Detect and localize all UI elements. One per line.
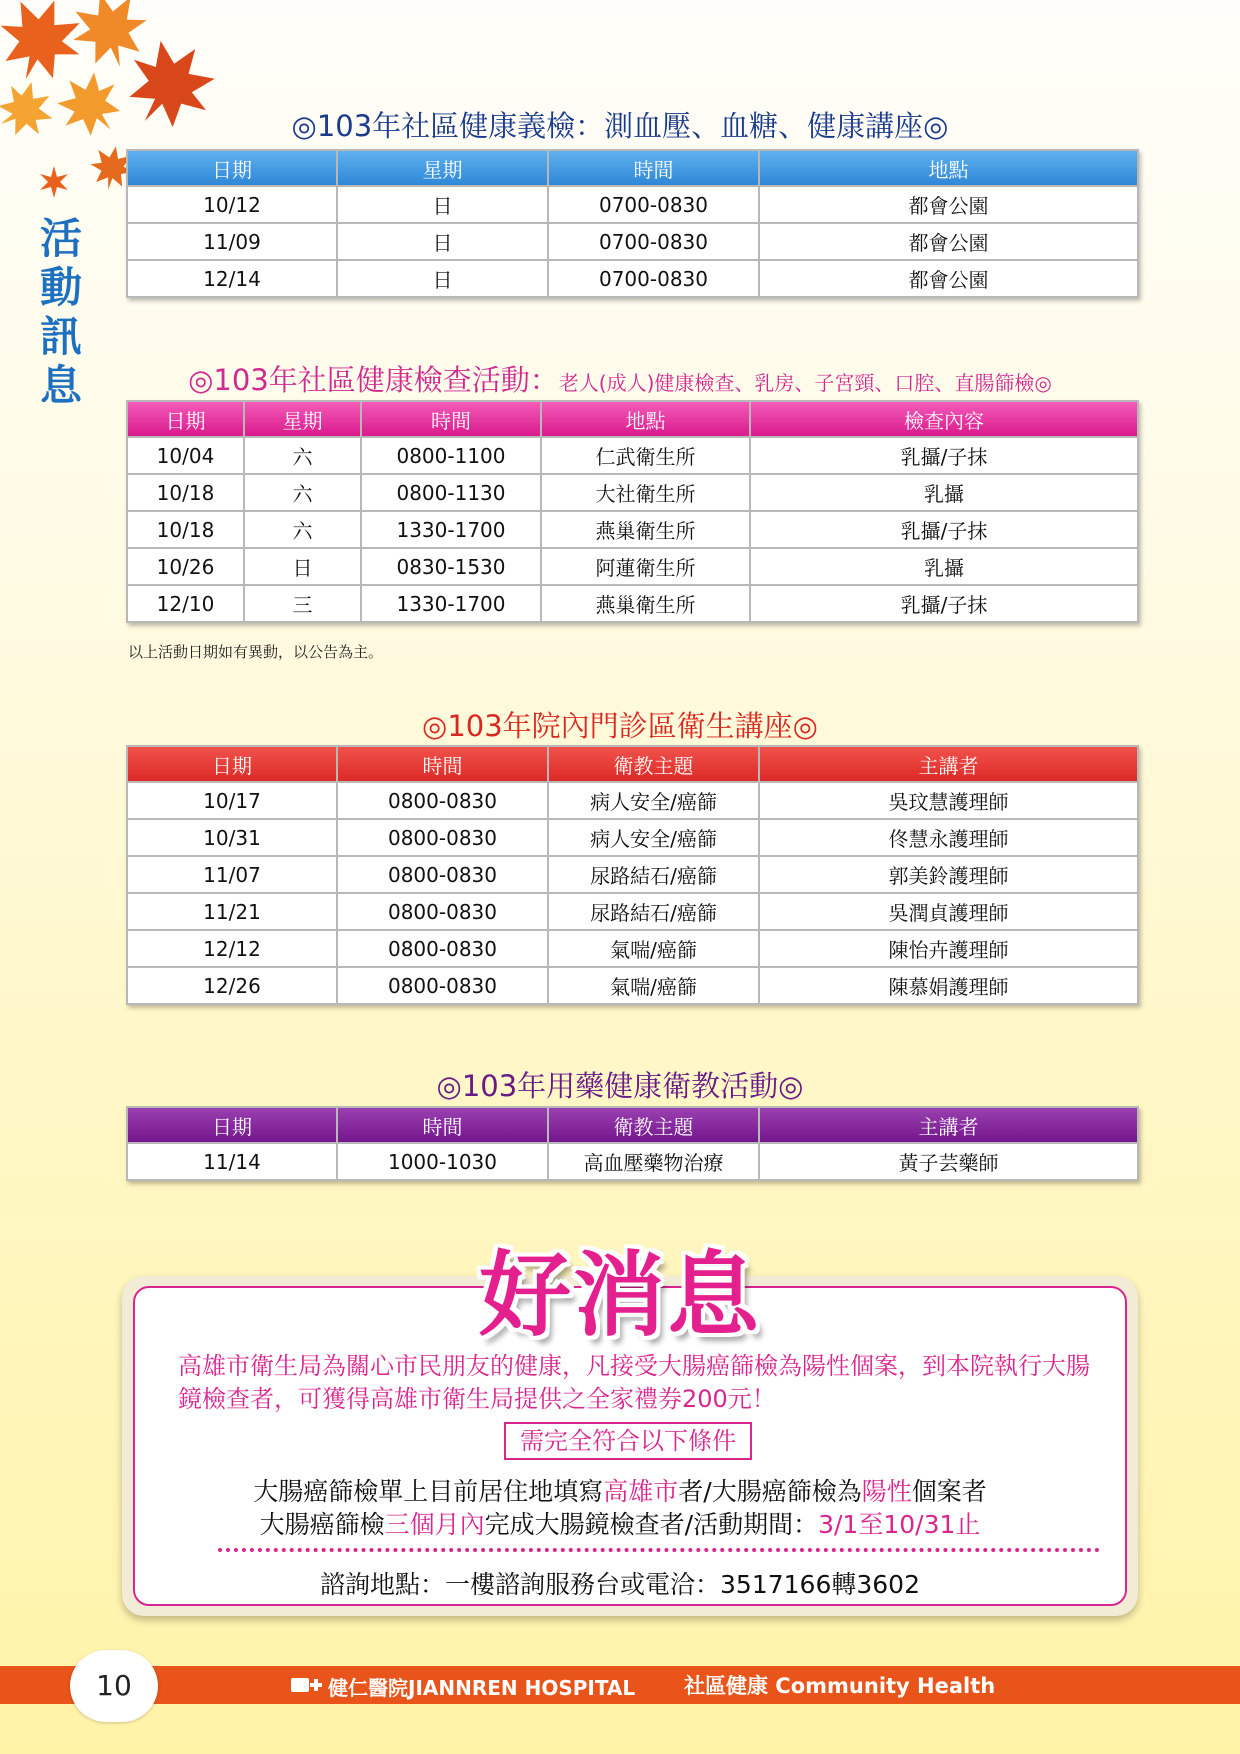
- cell-date: 12/12: [128, 931, 336, 966]
- footer-section-name: 社區健康 Community Health: [684, 1674, 996, 1698]
- cell-weekday: 日: [338, 261, 547, 296]
- table-row: [128, 894, 1137, 929]
- cell-location: 阿蓮衛生所: [542, 549, 749, 584]
- cell-content: 乳攝: [751, 475, 1137, 510]
- table-row: [128, 224, 1137, 259]
- cell-date: 10/04: [128, 438, 243, 473]
- header-cell: 星期: [338, 151, 547, 185]
- table-row: [128, 586, 1137, 621]
- hospital-logo-icon: [290, 1674, 324, 1696]
- cell-speaker: 黃子芸藥師: [760, 1144, 1137, 1179]
- condition-line-1: 大腸癌篩檢單上目前居住地填寫高雄市者/大腸癌篩檢為陽性個案者: [253, 1477, 987, 1506]
- section-title-screening: [0, 358, 1240, 399]
- cell-date: 10/31: [128, 820, 336, 855]
- cell-location: 大社衛生所: [542, 475, 749, 510]
- cell-date: 11/21: [128, 894, 336, 929]
- cell-location: 燕巢衛生所: [542, 586, 749, 621]
- cell-content: 乳攝: [751, 549, 1137, 584]
- cell-date: 12/14: [128, 261, 336, 296]
- section-title-medication: ◎103年用藥健康衛教活動◎: [436, 1069, 804, 1103]
- cell-date: 12/10: [128, 586, 243, 621]
- cell-topic: 高血壓藥物治療: [549, 1144, 758, 1179]
- cell-speaker: 吳玟慧護理師: [760, 783, 1137, 818]
- cell-speaker: 吳潤貞護理師: [760, 894, 1137, 929]
- table-header-row: [128, 747, 1137, 781]
- cell-topic: 氣喘/癌篩: [549, 968, 758, 1003]
- table-row: [128, 512, 1137, 547]
- cell-date: 10/12: [128, 187, 336, 222]
- good-news-title: 好消息: [478, 1242, 761, 1349]
- cell-time: 0700-0830: [549, 187, 758, 222]
- cell-time: 0800-0830: [338, 931, 547, 966]
- table-row: [128, 1144, 1137, 1179]
- cell-topic: 尿路結石/癌篩: [549, 894, 758, 929]
- header-cell: 日期: [128, 151, 336, 185]
- cell-time: 0800-1130: [362, 475, 540, 510]
- cell-date: 10/18: [128, 475, 243, 510]
- cell-date: 10/26: [128, 549, 243, 584]
- cell-date: 10/18: [128, 512, 243, 547]
- table-row: [128, 783, 1137, 818]
- header-cell: 衛教主題: [549, 747, 758, 781]
- cell-time: 1000-1030: [338, 1144, 547, 1179]
- cell-weekday: 六: [245, 475, 360, 510]
- cell-time: 0800-0830: [338, 968, 547, 1003]
- cell-content: 乳攝/子抹: [751, 586, 1137, 621]
- table-row: [128, 261, 1137, 296]
- cell-time: 0800-0830: [338, 783, 547, 818]
- header-cell: 檢查內容: [751, 402, 1137, 436]
- cell-location: 都會公園: [760, 187, 1137, 222]
- section-title-lectures: ◎103年院內門診區衛生講座◎: [422, 709, 818, 743]
- footer-hospital-name: 健仁醫院JIANNREN HOSPITAL: [328, 1676, 636, 1700]
- schedule-change-note: 以上活動日期如有異動，以公告為主。: [128, 643, 384, 661]
- cell-time: 1330-1700: [362, 512, 540, 547]
- header-cell: 時間: [338, 1108, 547, 1142]
- table-header-row: [128, 1108, 1137, 1142]
- cell-date: 12/26: [128, 968, 336, 1003]
- cell-location: 都會公園: [760, 224, 1137, 259]
- cell-content: 乳攝/子抹: [751, 438, 1137, 473]
- cell-location: 仁武衛生所: [542, 438, 749, 473]
- cell-weekday: 日: [245, 549, 360, 584]
- cell-time: 1330-1700: [362, 586, 540, 621]
- table-row: [128, 475, 1137, 510]
- header-cell: 時間: [362, 402, 540, 436]
- cell-topic: 病人安全/癌篩: [549, 820, 758, 855]
- table-row: [128, 968, 1137, 1003]
- page-number: 10: [70, 1650, 158, 1722]
- cell-speaker: 佟慧永護理師: [760, 820, 1137, 855]
- cell-weekday: 三: [245, 586, 360, 621]
- cell-date: 10/17: [128, 783, 336, 818]
- header-cell: 主講者: [760, 747, 1137, 781]
- cell-speaker: 郭美鈴護理師: [760, 857, 1137, 892]
- cell-date: 11/09: [128, 224, 336, 259]
- section-title-sub: 老人(成人)健康檢查、乳房、子宮頸、口腔、直腸篩檢◎: [558, 371, 1052, 395]
- cell-location: 都會公園: [760, 261, 1137, 296]
- cell-weekday: 日: [338, 224, 547, 259]
- cell-weekday: 六: [245, 512, 360, 547]
- table-header-row: [128, 402, 1137, 436]
- cell-topic: 氣喘/癌篩: [549, 931, 758, 966]
- table-row: [128, 931, 1137, 966]
- table-screening: [126, 400, 1139, 623]
- cell-location: 燕巢衛生所: [542, 512, 749, 547]
- table-medication: [126, 1106, 1139, 1181]
- header-cell: 日期: [128, 747, 336, 781]
- side-title: 活 動 訊 息: [39, 214, 82, 410]
- table-row: [128, 820, 1137, 855]
- cell-time: 0800-0830: [338, 820, 547, 855]
- good-news-text: 高雄市衛生局為關心市民朋友的健康，凡接受大腸癌篩檢為陽性個案，到本院執行大腸鏡檢查者，可獲得高雄市衛生局提供之全家禮券200元！: [178, 1352, 1090, 1413]
- table-row: [128, 549, 1137, 584]
- table-row: [128, 438, 1137, 473]
- header-cell: 時間: [338, 747, 547, 781]
- header-cell: 地點: [760, 151, 1137, 185]
- header-cell: 主講者: [760, 1108, 1137, 1142]
- condition-label: 需完全符合以下條件: [504, 1422, 752, 1460]
- cell-time: 0700-0830: [549, 224, 758, 259]
- table-row: [128, 857, 1137, 892]
- header-cell: 日期: [128, 1108, 336, 1142]
- cell-date: 11/14: [128, 1144, 336, 1179]
- cell-time: 0800-0830: [338, 894, 547, 929]
- header-cell: 星期: [245, 402, 360, 436]
- maple-star-icon: [36, 164, 72, 200]
- cell-content: 乳攝/子抹: [751, 512, 1137, 547]
- section-title-main: ◎103年社區健康檢查活動：: [188, 363, 559, 397]
- cell-weekday: 六: [245, 438, 360, 473]
- section-title-health-check: ◎103年社區健康義檢：測血壓、血糖、健康講座◎: [291, 109, 949, 143]
- table-row: [128, 187, 1137, 222]
- table-header-row: [128, 151, 1137, 185]
- condition-line-2: 大腸癌篩檢三個月內完成大腸鏡檢查者/活動期間：3/1至10/31止: [259, 1510, 981, 1539]
- header-cell: 地點: [542, 402, 749, 436]
- cell-date: 11/07: [128, 857, 336, 892]
- table-lectures: [126, 745, 1139, 1005]
- header-cell: 衛教主題: [549, 1108, 758, 1142]
- cell-time: 0830-1530: [362, 549, 540, 584]
- cell-time: 0800-1100: [362, 438, 540, 473]
- cell-time: 0800-0830: [338, 857, 547, 892]
- cell-topic: 尿路結石/癌篩: [549, 857, 758, 892]
- cell-speaker: 陳慕娟護理師: [760, 968, 1137, 1003]
- header-cell: 時間: [549, 151, 758, 185]
- cell-time: 0700-0830: [549, 261, 758, 296]
- cell-topic: 病人安全/癌篩: [549, 783, 758, 818]
- contact-info: 諮詢地點：一樓諮詢服務台或電洽：3517166轉3602: [320, 1570, 920, 1599]
- table-health-check: [126, 149, 1139, 298]
- dotted-divider: [218, 1548, 1100, 1552]
- header-cell: 日期: [128, 402, 243, 436]
- cell-weekday: 日: [338, 187, 547, 222]
- cell-speaker: 陳怡卉護理師: [760, 931, 1137, 966]
